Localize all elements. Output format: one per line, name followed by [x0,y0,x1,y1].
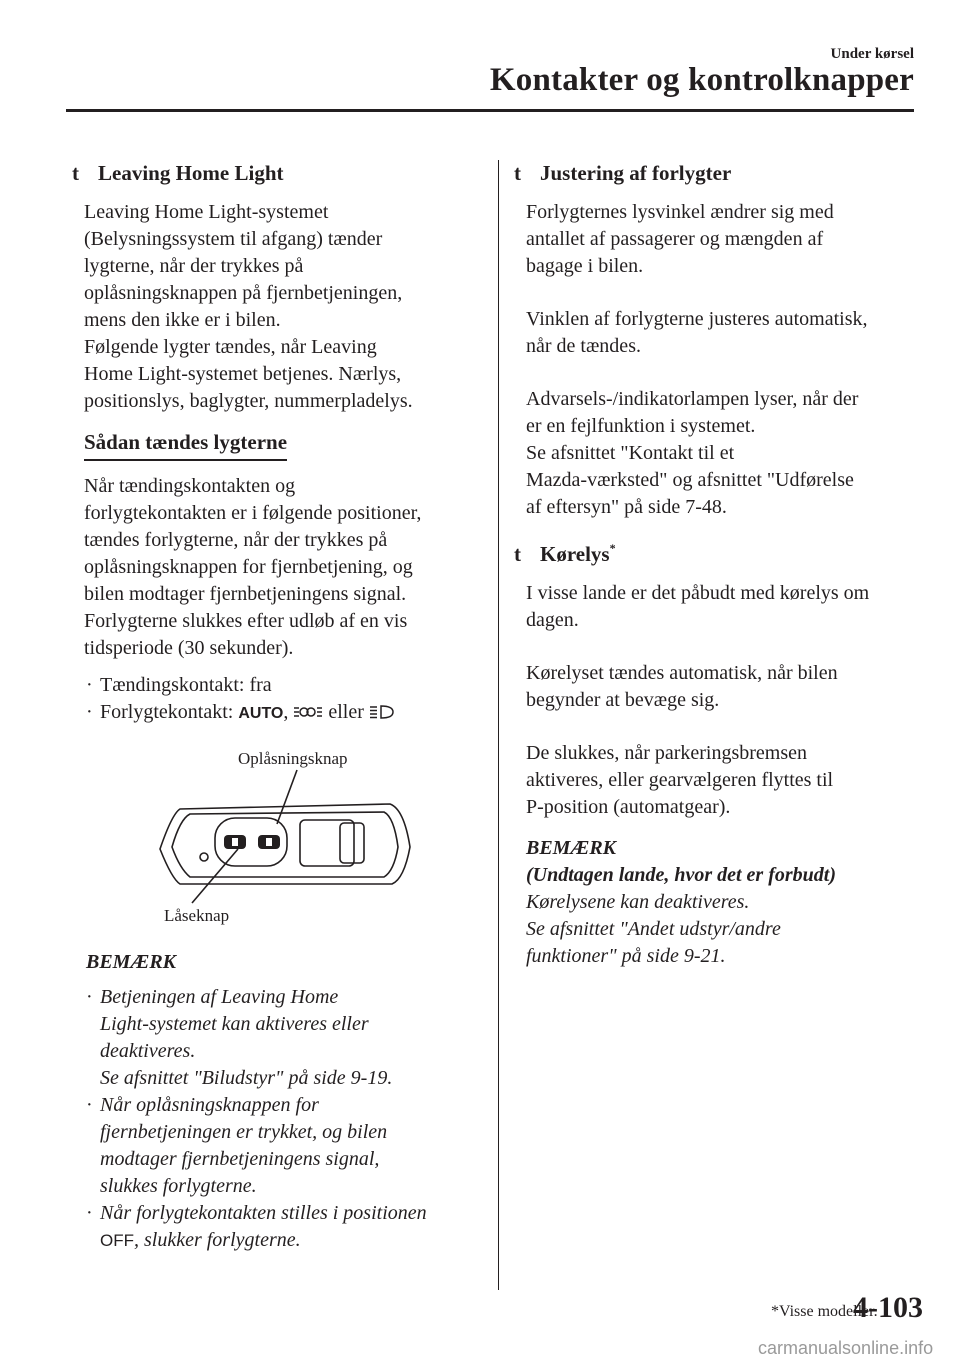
paragraph [526,199,918,280]
header-subtitle: Under kørsel [830,46,914,62]
key-fob-figure [72,739,472,929]
text-line: dagen. [526,609,579,631]
header-rule [66,109,914,112]
text-line: Se afsnittet "Kontakt til et [526,442,735,464]
section-title: Leaving Home Light [98,161,284,185]
text-line: Kørelyset tændes automatisk, når bilen [526,662,838,684]
list-item: · Når forlygtekontakten stilles i positionen OFF, slukker forlygterne. [86,1202,427,1251]
subheading: Sådan tændes lygterne [84,429,287,461]
watermark: carmanualsonline.info [758,1338,934,1358]
text-line: , slukker forlygterne. [134,1229,301,1251]
auto-switch-label: AUTO [238,705,284,722]
text-line: Light-systemet kan aktiveres eller [100,1013,369,1035]
right-column [514,160,918,970]
section-heading-leaving-home-light [72,160,472,187]
section-title: Justering af forlygter [540,161,732,185]
text-line: Når forlygtekontakten stilles i positionen [100,1202,427,1224]
note-title: BEMÆRK [86,951,177,973]
page-title: Kontakter og kontrolknapper [489,62,914,98]
text-line: antallet af passagerer og mængden af [526,228,824,250]
section-marker: t [514,161,521,185]
footer-note: *Visse modeller. [771,1303,878,1320]
text-line: oplåsningsknappen på fjernbetjeningen, [84,282,403,304]
key-fob-illustration [72,739,472,929]
text-line: deaktiveres. [100,1040,196,1062]
parking-light-icon [293,704,323,720]
section-title: Kørelys [540,542,610,566]
text-line: I visse lande er det påbudt med kørelys om [526,582,870,604]
text-line: mens den ikke er i bilen. [84,309,281,331]
text-line: funktioner" på side 9-21. [526,945,726,967]
paragraph [526,580,918,634]
figure-label-lock: Låseknap [164,906,230,925]
text-line: er en fejlfunktion i systemet. [526,415,756,437]
section-marker: t [72,161,79,185]
text-line: slukkes forlygterne. [100,1175,257,1197]
text-line: (Belysningssystem til afgang) tænder [84,228,383,250]
text-line: Følgende lygter tændes, når Leaving [84,336,377,358]
note-block [526,835,918,970]
text-line: Betjeningen af Leaving Home [100,986,339,1008]
text-line: begynder at bevæge sig. [526,689,720,711]
text-line: forlygtekontakten er i følgende positioner, [84,502,422,524]
text-line: Kørelysene kan deaktiveres. [526,891,750,913]
list-item: · Forlygtekontakt: AUTO, eller [86,699,472,727]
text-line: lygterne, når der trykkes på [84,255,304,277]
section-heading-headlight-leveling [514,160,918,187]
text-line: Når oplåsningsknappen for [100,1094,319,1116]
figure-label-unlock: Oplåsningsknap [238,749,348,768]
footnote-star: * [609,541,616,555]
text-line: De slukkes, når parkeringsbremsen [526,742,808,764]
note-title: BEMÆRK [526,837,617,859]
note-list [86,984,472,1254]
text-line: Se afsnittet "Andet udstyr/andre [526,918,781,940]
off-switch-label: OFF [100,1231,134,1250]
text-line: Forlygterne slukkes efter udløb af en vis [84,610,408,632]
text-line: positionslys, baglygter, nummerpladelys. [84,390,413,412]
text-line: P-position (automatgear). [526,796,731,818]
text-line: oplåsningsknappen for fjernbetjening, og [84,556,413,578]
text-line: Vinklen af forlygterne justeres automatisk, [526,308,868,330]
text-line: Se afsnittet "Biludstyr" på side 9-19. [100,1067,393,1089]
text-line: tændes forlygterne, når der trykkes på [84,529,388,551]
body-paragraph [84,473,472,662]
text-line: af eftersyn" på side 7-48. [526,496,727,518]
text-line: Advarsels-/indikatorlampen lyser, når der [526,388,859,410]
left-column [72,160,472,1254]
text-line: aktiveres, eller gearvælgeren flyttes til [526,769,834,791]
page-number: 4-103 [853,1291,923,1324]
paragraph [526,660,918,714]
paragraph [526,306,918,360]
text-line: Leaving Home Light-systemet [84,201,329,223]
text-line: Når tændingskontakten og [84,475,296,497]
text-line: fjernbetjeningen er trykket, og bilen [100,1121,388,1143]
section-heading-daytime-lights [514,541,918,568]
text-line: når de tændes. [526,335,641,357]
bullet-text: Tændingskontakt: fra [100,674,272,696]
text-line: Home Light-systemet betjenes. Nærlys, [84,363,402,385]
bullet-text: Forlygtekontakt: [100,701,239,723]
text-line: bilen modtager fjernbetjeningens signal. [84,583,407,605]
paragraph [526,740,918,821]
separator: , [283,701,294,723]
list-item: · Når oplåsningsknappen for fjernbetjeningen er trykket, og bilen modtager fjernbetjeningens signal, slukkes forlygterne. [86,1092,472,1200]
bullet-list [86,672,472,727]
list-item: · Tændingskontakt: fra [86,672,472,699]
text-line: tidsperiode (30 sekunder). [84,637,294,659]
text-line: Mazda-værksted" og afsnittet "Udførelse [526,469,854,491]
column-divider [498,160,499,1290]
headlight-icon [369,704,395,720]
or-text: eller [323,701,369,723]
intro-paragraph [84,199,472,415]
text-line: Forlygternes lysvinkel ændrer sig med [526,201,834,223]
list-item: · Betjeningen af Leaving Home Light-systemet kan aktiveres eller deaktiveres. Se afsnittet "Biludstyr" på side 9-19. [86,984,472,1092]
text-line: modtager fjernbetjeningens signal, [100,1148,380,1170]
section-marker: t [514,542,521,566]
text-line: bagage i bilen. [526,255,644,277]
paragraph [526,386,918,521]
note-subtitle: (Undtagen lande, hvor det er forbudt) [526,864,836,886]
